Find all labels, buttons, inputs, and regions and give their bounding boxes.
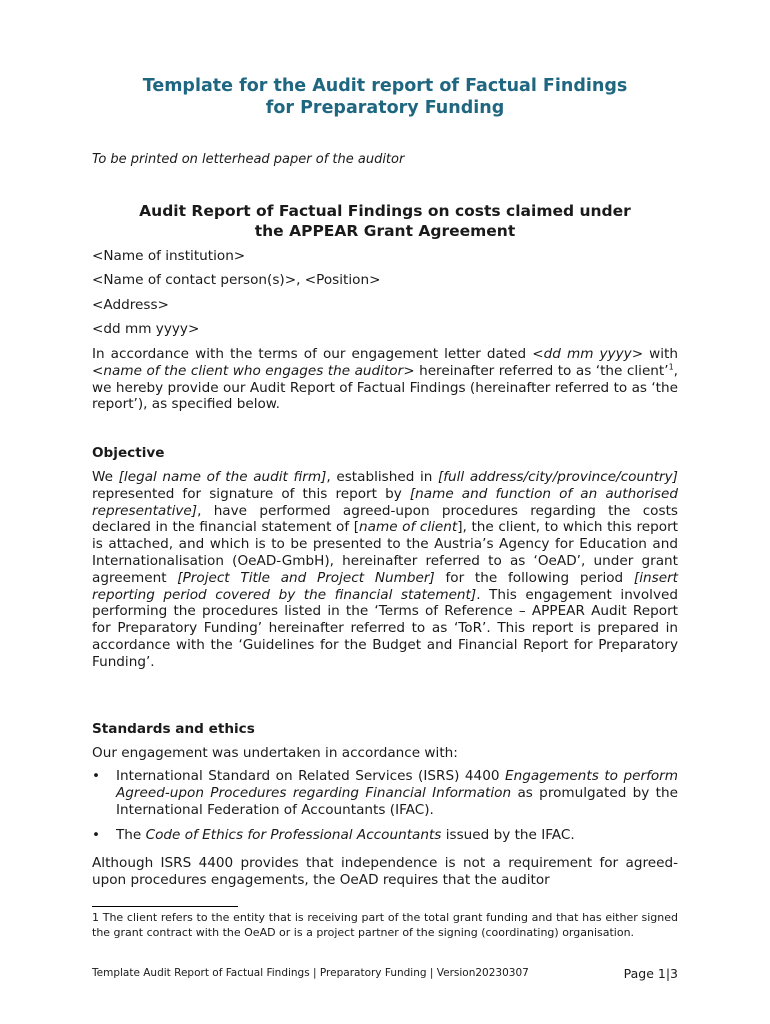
footnote-divider [92,906,238,907]
footnote: 1 The client refers to the entity that is receiving part of the total grant funding and that has either signed the grant contract with the OeAD or is a project partner of the signing (coordinating) organisation. [92,911,678,939]
bullet-icon: • [92,827,101,843]
address-street: <Address> [92,297,169,313]
bullet-icon: • [92,768,101,784]
footnote-reference[interactable]: 1 [668,362,674,372]
objective-heading: Objective [92,445,165,461]
standards-heading: Standards and ethics [92,721,255,737]
document-title: Template for the Audit report of Factual Findings for Preparatory Funding [142,76,628,118]
objective-paragraph: We [legal name of the audit firm], established in [full address/city/province/country] represented for signature of this report by [name and function of an authorised representative], have performed agreed-upon procedures regarding the costs declared in the financial statement of [name of client], the client, to which this report is attached, and which is to be presented to the Austria’s Agency for Education and Internationalisation (OeAD-GmbH), hereinafter referred to as ‘OeAD’, under grant agreement [Project Title and Project Number] for the following period [insert reporting period covered by the financial statement]. This engagement involved performing the procedures listed in the ‘Terms of Reference – APPEAR Audit Report for Preparatory Funding’ hereinafter referred to as ‘ToR’. This report is prepared in accordance with the ‘Guidelines for the Budget and Financial Report for Preparatory Funding’. [92,469,678,670]
list-item: • International Standard on Related Services (ISRS) 4400 Engagements to perform Agreed-upon Procedures regarding Financial Information as promulgated by the International Federation of Accountants (IFAC). [92,768,678,818]
report-title: Audit Report of Factual Findings on costs claimed under the APPEAR Grant Agreement [139,202,631,240]
intro-paragraph: In accordance with the terms of our engagement letter dated <dd mm yyyy> with <name of the client who engages the auditor> hereinafter referred to as ‘the client’$^1$, we hereby provide our Audit Report of Factual Findings (hereinafter referred to as ‘the report’), as specified below. [92,346,678,413]
standards-lead: Our engagement was undertaken in accordance with: [92,745,458,761]
independence-paragraph: Although ISRS 4400 provides that independence is not a requirement for agreed-upon procedures engagements, the OeAD requires that the auditor [92,855,678,888]
list-item: • The Code of Ethics for Professional Accountants issued by the IFAC. [92,827,575,843]
address-contact: <Name of contact person(s)>, <Position> [92,272,381,288]
address-institution: <Name of institution> [92,248,246,264]
standards-list [92,768,678,852]
address-date: <dd mm yyyy> [92,321,200,337]
footer-document-info: Template Audit Report of Factual Findings | Preparatory Funding | Version20230307 [92,967,529,979]
letterhead-note: To be printed on letterhead paper of the auditor [92,152,405,167]
footer-page-number: Page 1|3 [623,966,678,981]
